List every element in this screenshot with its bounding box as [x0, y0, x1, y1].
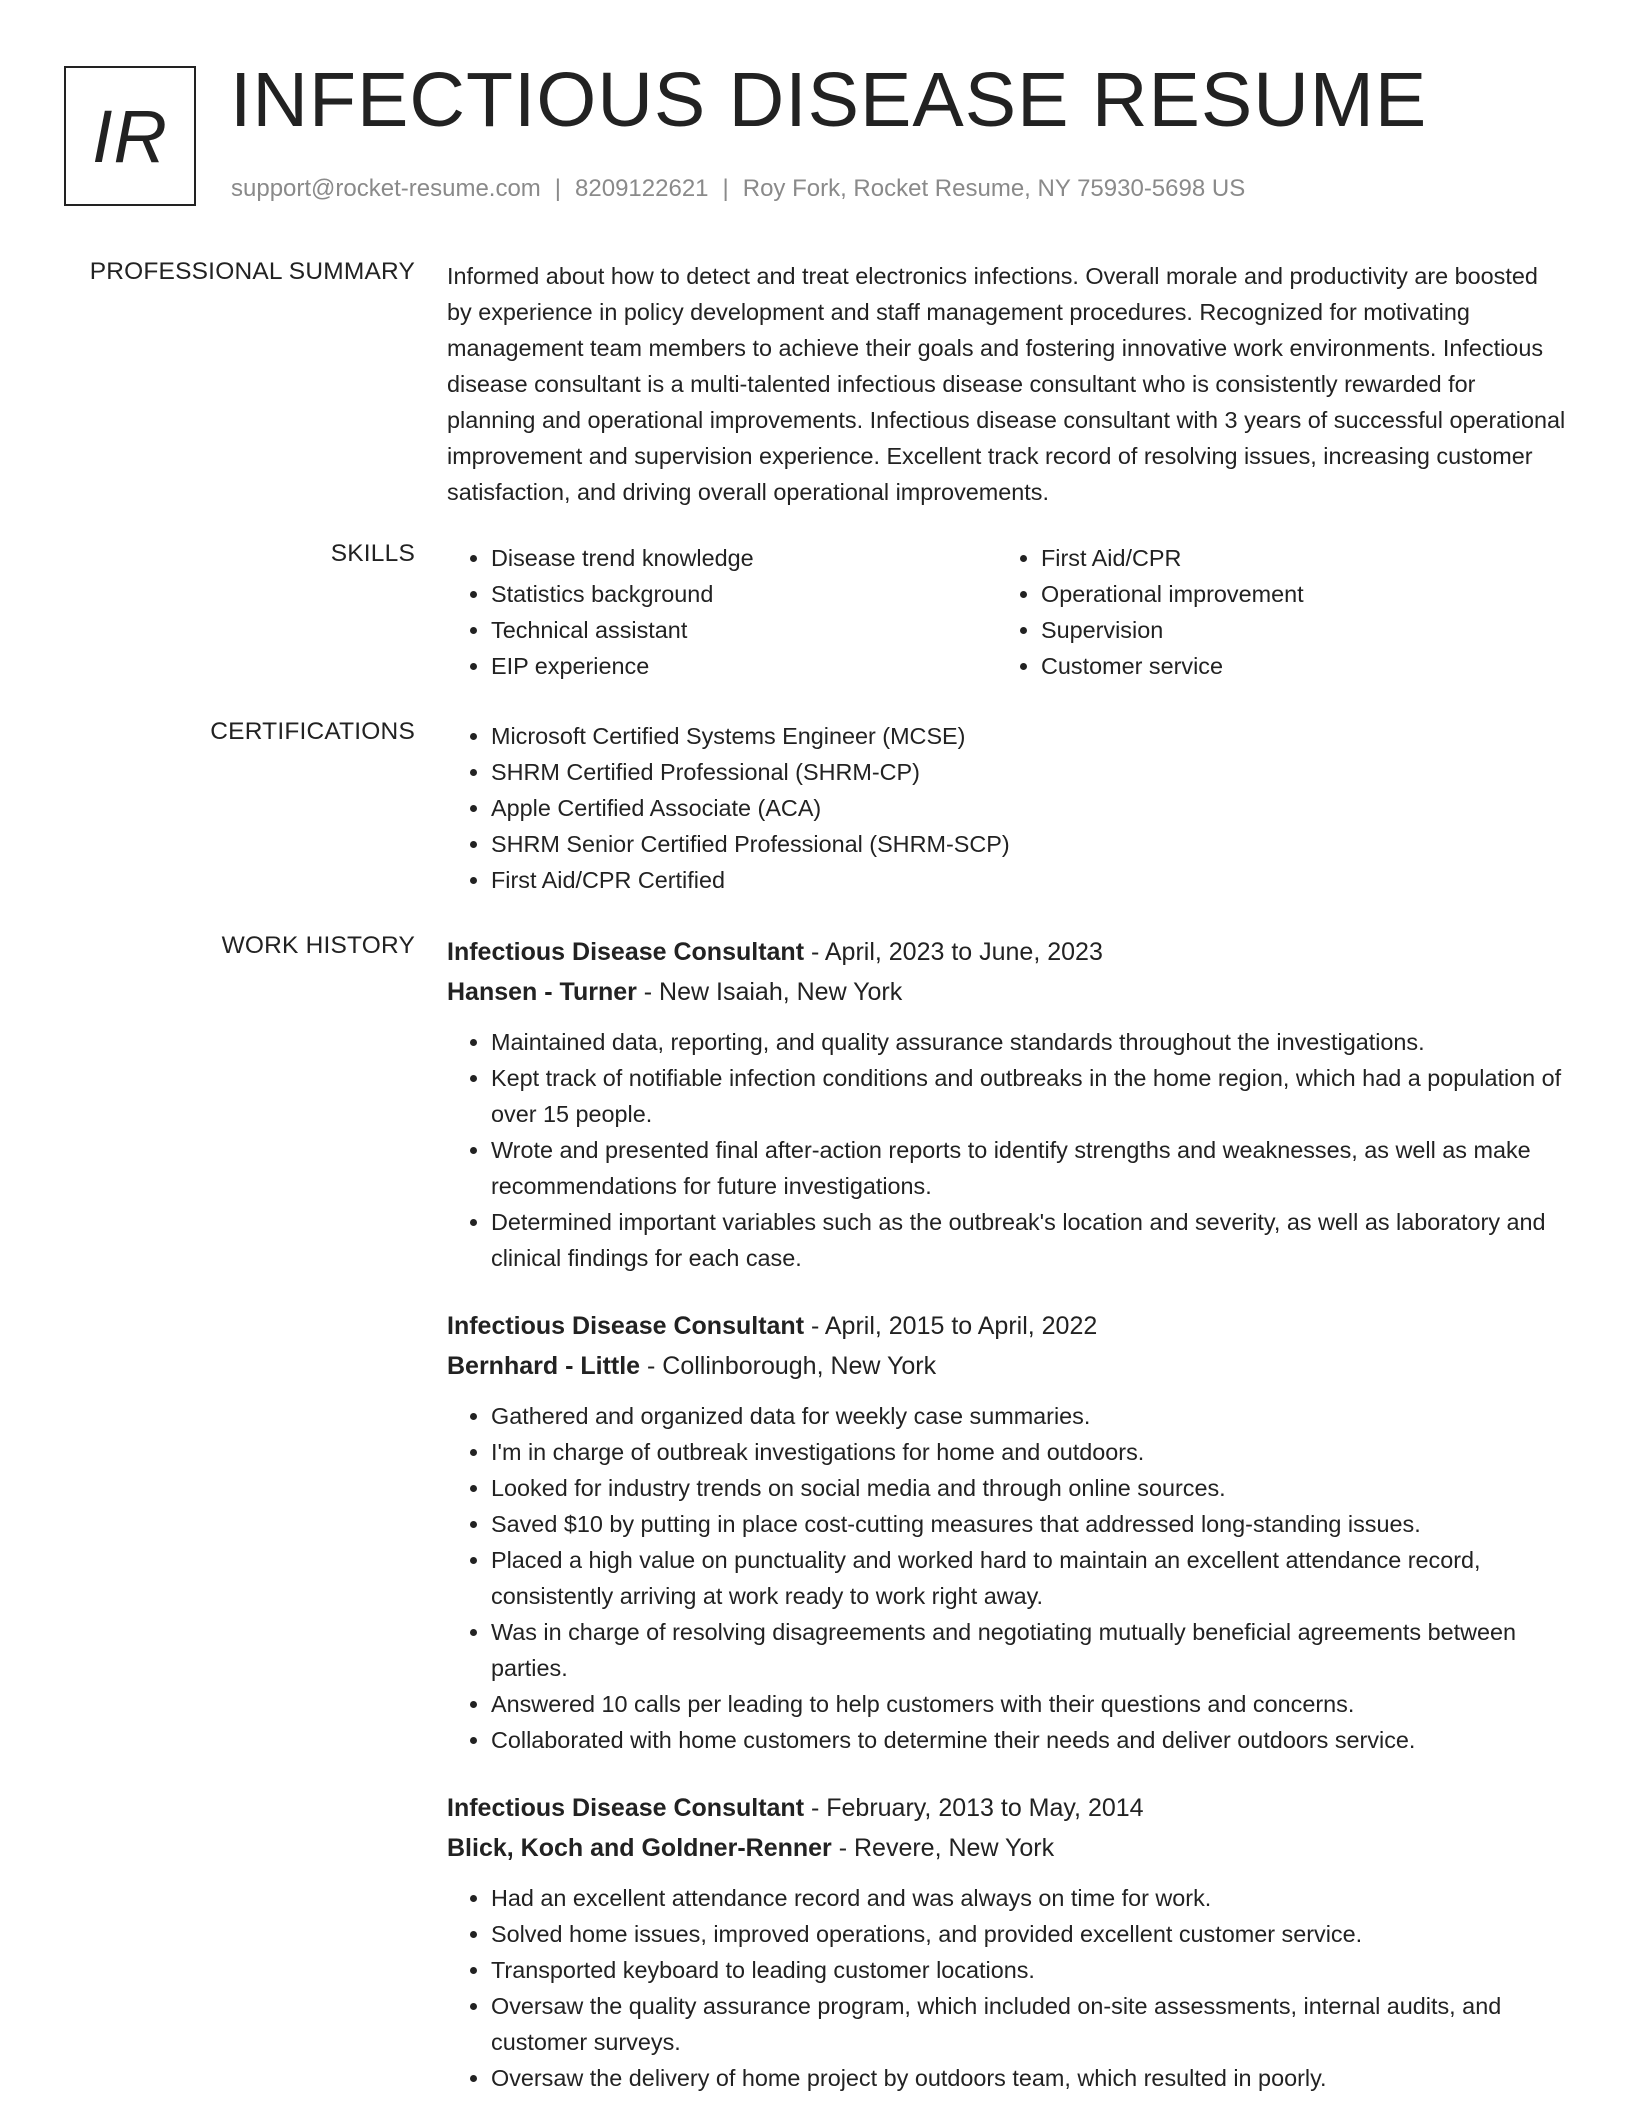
work-history-body [447, 932, 1567, 2096]
page-title: INFECTIOUS DISEASE RESUME [230, 57, 1428, 143]
contact-phone[interactable]: 8209122621 [575, 175, 709, 202]
summary-body [447, 258, 1567, 510]
section-label-certifications: CERTIFICATIONS [210, 718, 415, 745]
certifications-list [447, 718, 1567, 898]
job-bullets [447, 1024, 1567, 1276]
job-company: Blick, Koch and Goldner-Renner [447, 1834, 832, 1862]
section-label-work-history: WORK HISTORY [221, 932, 415, 959]
skills-column-right [997, 540, 1547, 684]
monogram-logo: IR [64, 66, 196, 206]
job-bullet: • Looked for industry trends on social media and through online sources. [491, 1470, 1567, 1506]
skill-item: • EIP experience [491, 648, 997, 684]
job-bullet: • Kept track of notifiable infection conditions and outbreaks in the home region, which had a population of over 15 people. [491, 1060, 1567, 1132]
job-bullet: • Oversaw the delivery of home project by outdoors team, which resulted in poorly. [491, 2060, 1567, 2096]
certification-item: • First Aid/CPR Certified [491, 862, 1567, 898]
job-company-line [447, 1346, 1567, 1386]
job-title-line [447, 932, 1567, 972]
job-title: Infectious Disease Consultant [447, 938, 805, 966]
job-location: - Revere, New York [831, 1834, 1055, 1862]
job-bullet: • Oversaw the quality assurance program, which included on-site assessments, internal audits, and customer surveys. [491, 1988, 1567, 2060]
skill-item: • Statistics background [491, 576, 997, 612]
job-company-line [447, 1828, 1567, 1868]
job-bullet: • Solved home issues, improved operations, and provided excellent customer service. [491, 1916, 1567, 1952]
skills-column-left [447, 540, 997, 684]
job-bullet: • Determined important variables such as the outbreak's location and severity, as well as laboratory and clinical findings for each case. [491, 1204, 1567, 1276]
skills-list-left [447, 540, 997, 684]
job-bullet: • Answered 10 calls per leading to help customers with their questions and concerns. [491, 1686, 1567, 1722]
job-title-line [447, 1306, 1567, 1346]
contact-address: Roy Fork, Rocket Resume, NY 75930-5698 US [742, 175, 1246, 202]
job-dates: - April, 2023 to June, 2023 [804, 938, 1103, 966]
job-bullet: • Maintained data, reporting, and quality assurance standards throughout the investigations. [491, 1024, 1567, 1060]
skill-item: • Disease trend knowledge [491, 540, 997, 576]
job-bullet: • Had an excellent attendance record and was always on time for work. [491, 1880, 1567, 1916]
job-bullet: • Placed a high value on punctuality and worked hard to maintain an excellent attendance record, consistently arriving at work ready to work right away. [491, 1542, 1567, 1614]
certification-item: • SHRM Certified Professional (SHRM-CP) [491, 754, 1567, 790]
contact-separator: | [554, 175, 562, 202]
job-dates: - April, 2015 to April, 2022 [804, 1312, 1098, 1340]
job-company-line [447, 972, 1567, 1012]
section-label-skills: SKILLS [330, 540, 415, 567]
skills-body [447, 540, 1567, 684]
certification-item: • SHRM Senior Certified Professional (SHRM-SCP) [491, 826, 1567, 862]
job-bullet: • Was in charge of resolving disagreements and negotiating mutually beneficial agreements between parties. [491, 1614, 1567, 1686]
contact-line [231, 175, 1245, 203]
job-entry [447, 1788, 1567, 2096]
job-bullets [447, 1880, 1567, 2096]
summary-text: Informed about how to detect and treat electronics infections. Overall morale and productivity are boosted by experience in policy development and staff management procedures. Recognized for motivating management team members to achieve their goals and fostering innovative work environments. Infectious disease consultant is a multi-talented infectious disease consultant who is consistently rewarded for planning and operational improvements. Infectious disease consultant with 3 years of successful operational improvement and supervision experience. Excellent track record of resolving issues, increasing customer satisfaction, and driving overall operational improvements. [447, 263, 1566, 505]
job-location: - Collinborough, New York [640, 1352, 937, 1380]
job-company: Bernhard - Little [447, 1352, 641, 1380]
skill-item: • Technical assistant [491, 612, 997, 648]
job-entry [447, 1306, 1567, 1758]
skills-grid [447, 540, 1567, 684]
certification-item: • Microsoft Certified Systems Engineer (MCSE) [491, 718, 1567, 754]
job-bullet: • Saved $10 by putting in place cost-cutting measures that addressed long-standing issues. [491, 1506, 1567, 1542]
job-bullet: • Transported keyboard to leading customer locations. [491, 1952, 1567, 1988]
job-bullet: • Gathered and organized data for weekly case summaries. [491, 1398, 1567, 1434]
job-title: Infectious Disease Consultant [447, 1794, 805, 1822]
skill-item: • Supervision [1041, 612, 1547, 648]
skills-list-right [997, 540, 1547, 684]
job-location: - New Isaiah, New York [636, 978, 903, 1006]
job-bullets [447, 1398, 1567, 1758]
contact-email[interactable]: support@rocket-resume.com [231, 175, 541, 202]
certification-item: • Apple Certified Associate (ACA) [491, 790, 1567, 826]
skill-item: • Operational improvement [1041, 576, 1547, 612]
skill-item: • First Aid/CPR [1041, 540, 1547, 576]
job-title: Infectious Disease Consultant [447, 1312, 805, 1340]
section-label-summary: PROFESSIONAL SUMMARY [89, 258, 415, 285]
certifications-body [447, 718, 1567, 898]
job-entry [447, 932, 1567, 1276]
job-bullet: • I'm in charge of outbreak investigations for home and outdoors. [491, 1434, 1567, 1470]
job-bullet: • Wrote and presented final after-action reports to identify strengths and weaknesses, as well as make recommendations for future investigations. [491, 1132, 1567, 1204]
job-bullet: • Collaborated with home customers to determine their needs and deliver outdoors service. [491, 1722, 1567, 1758]
job-dates: - February, 2013 to May, 2014 [804, 1794, 1144, 1822]
skill-item: • Customer service [1041, 648, 1547, 684]
job-company: Hansen - Turner [447, 978, 637, 1006]
contact-separator: | [722, 175, 729, 202]
job-title-line [447, 1788, 1567, 1828]
